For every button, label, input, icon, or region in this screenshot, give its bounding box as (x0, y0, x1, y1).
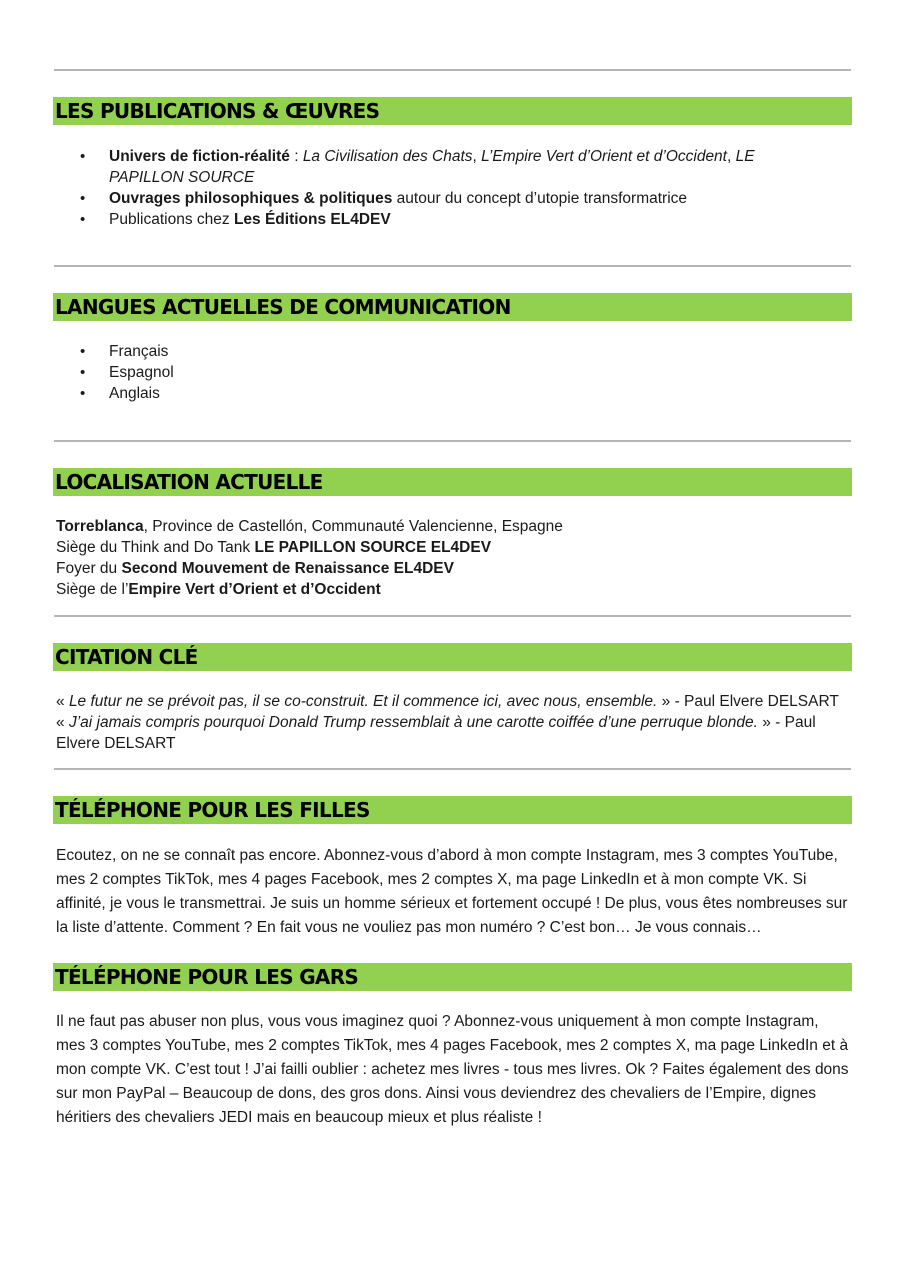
list-item: • Français (80, 341, 830, 362)
list-item: • Anglais (80, 383, 830, 404)
line-emphasis: Second Mouvement de Renaissance EL4DEV (121, 560, 454, 577)
line-emphasis: LE PAPILLON SOURCE EL4DEV (254, 539, 492, 556)
item-text: Publications chez (109, 211, 234, 228)
quote-author: » - Paul Elvere DELSART (657, 693, 839, 710)
quote-line (56, 691, 851, 712)
divider (54, 768, 851, 770)
item-label: Univers de fiction-réalité (109, 148, 290, 165)
quote-block (56, 691, 851, 754)
location-line (56, 579, 851, 600)
location-line (56, 516, 851, 537)
location-block (56, 516, 851, 600)
item-label: Ouvrages philosophiques & politiques (109, 190, 393, 207)
item-text: autour du concept d’utopie transformatrice (392, 190, 688, 207)
section-heading-languages: LANGUES ACTUELLES DE COMMUNICATION (53, 293, 852, 321)
separator: , (727, 148, 736, 165)
work-title: LE PAPILLON SOURCE (109, 148, 755, 186)
line-emphasis: Empire Vert d’Orient et d’Occident (128, 581, 381, 598)
region: , Province de Castellón, Communauté Valencienne, Espagne (143, 518, 563, 535)
list-item (80, 188, 830, 209)
section-heading-publications: LES PUBLICATIONS & ŒUVRES (53, 97, 852, 125)
divider (54, 615, 851, 617)
location-line (56, 558, 851, 579)
quote-text: Le futur ne se prévoit pas, il se co-construit. Et il commence ici, avec nous, ensemble. (68, 693, 658, 710)
list-item (80, 146, 830, 188)
quote-text: J’ai jamais compris pourquoi Donald Trump ressemblait à une carotte coiffée d’une perruque blonde. (68, 714, 758, 731)
line-prefix: Siège de l’ (56, 581, 129, 598)
separator: , (472, 148, 482, 165)
list-item: • Espagnol (80, 362, 830, 383)
item-label: Les Éditions EL4DEV (233, 211, 391, 228)
divider (54, 440, 851, 442)
publications-list (80, 146, 830, 230)
divider (54, 69, 851, 71)
section-heading-location: LOCALISATION ACTUELLE (53, 468, 852, 496)
section-heading-phone-girls: TÉLÉPHONE POUR LES FILLES (53, 796, 852, 824)
languages-list (80, 341, 830, 404)
line-prefix: Siège du Think and Do Tank (56, 539, 255, 556)
phone-guys-text: Il ne faut pas abuser non plus, vous vous imaginez quoi ? Abonnez-vous uniquement à mon compte Instagram, mes 3 comptes YouTube, mes 2 comptes TikTok, mes 4 pages Facebook, mes 2 comptes X, ma page LinkedIn et à mon compte VK. C’est tout ! J’ai failli oublier : achetez mes livres - tous mes livres. Ok ? Faites également des dons sur mon PayPal – Beaucoup de dons, des gros dons. Ainsi vous deviendrez des chevaliers de l’Empire, dignes héritiers des chevaliers JEDI mais en beaucoup mieux et plus réaliste ! (56, 1013, 849, 1126)
quote-open: « (56, 693, 69, 710)
section-heading-quote: CITATION CLÉ (53, 643, 852, 671)
phone-girls-text: Ecoutez, on ne se connaît pas encore. Abonnez-vous d’abord à mon compte Instagram, mes 3 comptes YouTube, mes 2 comptes TikTok, mes 4 pages Facebook, mes 2 comptes X, ma page LinkedIn et à mon compte VK. Si affinité, je vous le transmettrai. Je suis un homme sérieux et fortement occupé ! De plus, vous êtes nombreuses sur la liste d’attente. Comment ? En fait vous ne vouliez pas mon numéro ? C’est bon… Je vous connais… (56, 847, 848, 936)
town: Torreblanca (56, 518, 144, 535)
quote-open: « (56, 714, 69, 731)
location-line (56, 537, 851, 558)
work-title: La Civilisation des Chats (302, 148, 473, 165)
quote-author: » - Paul Elvere DELSART (56, 714, 816, 752)
section-heading-phone-guys: TÉLÉPHONE POUR LES GARS (53, 963, 852, 991)
divider (54, 265, 851, 267)
separator: : (289, 148, 303, 165)
quote-line (56, 712, 851, 754)
line-prefix: Foyer du (56, 560, 122, 577)
list-item (80, 209, 830, 230)
work-title: L’Empire Vert d’Orient et d’Occident (481, 148, 727, 165)
